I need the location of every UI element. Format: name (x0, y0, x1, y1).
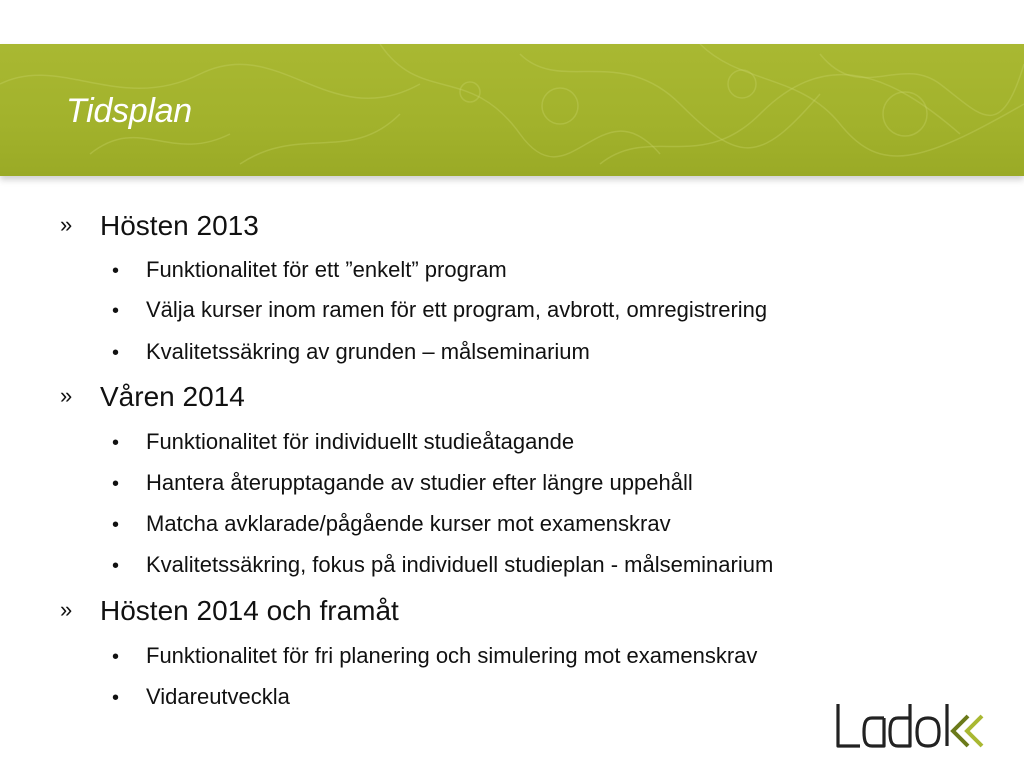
list-item-text: Vidareutveckla (146, 684, 290, 709)
ladok-wordmark (838, 704, 947, 746)
list-item-text: Välja kurser inom ramen för ett program, avbrott, omregistrering (146, 297, 768, 322)
bullet-marker: • (112, 342, 120, 364)
list-item (112, 472, 693, 494)
list-item-text: Matcha avklarade/pågående kurser mot examenskrav (146, 511, 671, 536)
list-item (112, 645, 757, 667)
list-item (112, 431, 574, 453)
bullet-marker: • (112, 646, 120, 668)
section-heading (60, 383, 245, 411)
list-item-text: Funktionalitet för individuellt studieåtagande (146, 429, 575, 454)
bullet-marker: • (112, 473, 120, 495)
list-item-text: Funktionalitet för fri planering och simulering mot examenskrav (146, 643, 758, 668)
bullet-marker: • (112, 555, 120, 577)
list-item (112, 686, 290, 708)
list-item-text: Kvalitetssäkring, fokus på individuell studieplan - målseminarium (146, 552, 774, 577)
list-item-text: Kvalitetssäkring av grunden – målseminarium (146, 339, 590, 364)
section-heading (60, 597, 399, 625)
bullet-marker: • (112, 300, 120, 322)
list-item (112, 299, 767, 321)
section-heading-text: Våren 2014 (100, 381, 245, 412)
ladok-chevrons (953, 716, 982, 746)
section-heading (60, 212, 259, 240)
bullet-marker: • (112, 432, 120, 454)
bullet-marker: • (112, 260, 120, 282)
section-marker: » (60, 597, 73, 622)
list-item (112, 513, 671, 535)
section-heading-text: Hösten 2013 (100, 210, 259, 241)
section-marker: » (60, 212, 73, 237)
slide-title: Tidsplan (66, 92, 192, 130)
ladok-logo (832, 700, 1000, 752)
bullet-marker: • (112, 514, 120, 536)
list-item (112, 341, 590, 363)
bullet-marker: • (112, 687, 120, 709)
list-item (112, 554, 773, 576)
list-item-text: Hantera återupptagande av studier efter längre uppehåll (146, 470, 693, 495)
list-item (112, 259, 507, 281)
section-heading-text: Hösten 2014 och framåt (100, 595, 399, 626)
list-item-text: Funktionalitet för ett ”enkelt” program (146, 257, 507, 282)
section-marker: » (60, 383, 73, 408)
